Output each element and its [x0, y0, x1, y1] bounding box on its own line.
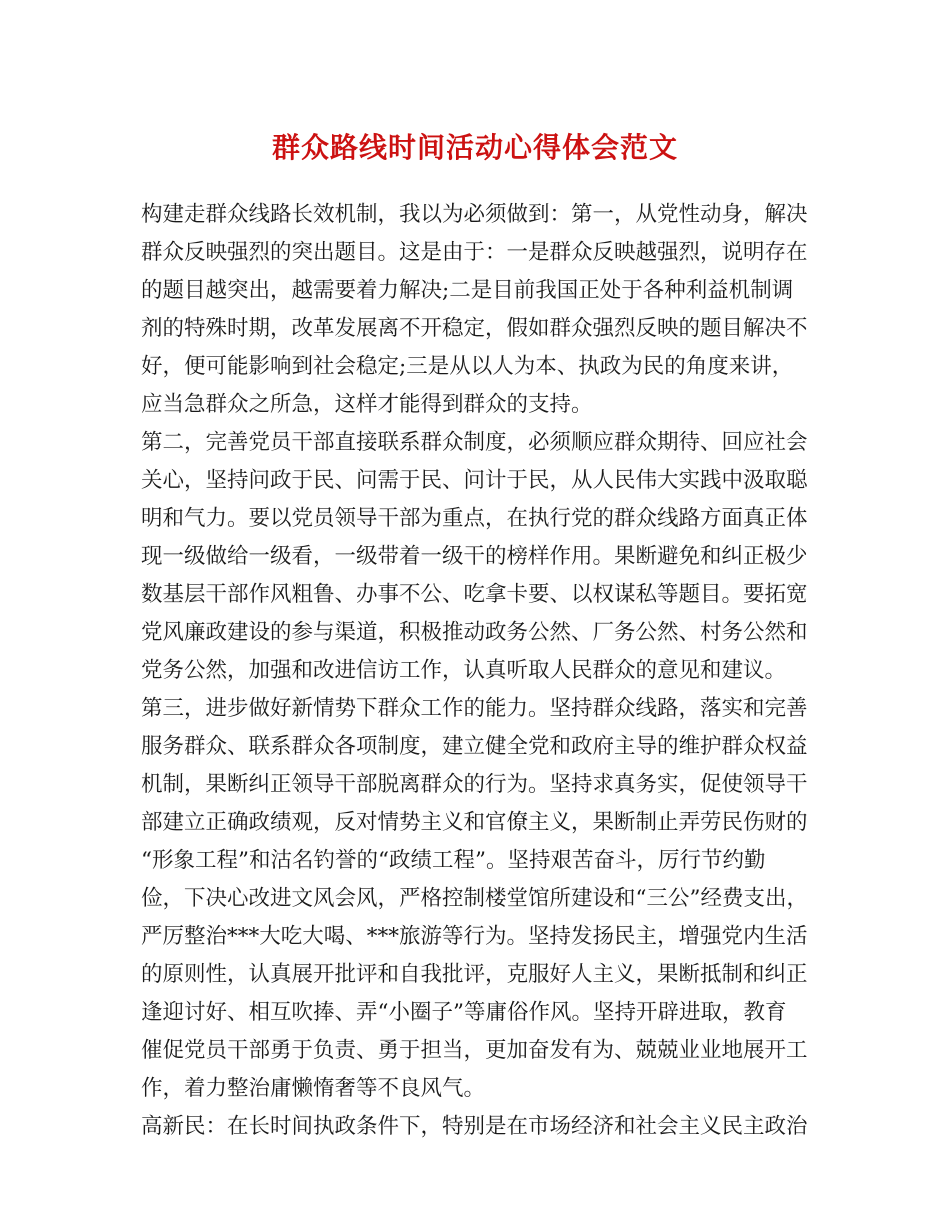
document-body: [141, 196, 821, 1146]
body-line: 第二，完善党员干部直接联系群众制度，必须顺应群众期待、回应社会: [141, 430, 808, 455]
body-line: 高新民：在长时间执政条件下，特别是在市场经济和社会主义民主政治: [141, 1114, 808, 1139]
body-line: 党务公然，加强和改进信访工作，认真听取人民群众的意见和建议。: [141, 658, 787, 683]
body-line: 作，着力整治庸懒惰奢等不良风气。: [141, 1076, 486, 1101]
body-line: 的题目越突出，越需要着力解决;二是目前我国正处于各种利益机制调: [141, 278, 794, 303]
body-line: 数基层干部作风粗鲁、办事不公、吃拿卡要、以权谋私等题目。要拓宽: [141, 582, 808, 607]
body-line: 剂的特殊时期，改革发展离不开稳定，假如群众强烈反映的题目解决不: [141, 316, 808, 341]
body-line: 服务群众、联系群众各项制度，建立健全党和政府主导的维护群众权益: [141, 734, 808, 759]
body-line: “形象工程”和沽名钓誉的“政绩工程”。坚持艰苦奋斗，厉行节约勤: [141, 848, 766, 873]
body-line: 应当急群众之所急，这样才能得到群众的支持。: [141, 392, 593, 417]
body-line: 部建立正确政绩观，反对情势主义和官僚主义，果断制止弄劳民伤财的: [141, 810, 808, 835]
body-line: 明和气力。要以党员领导干部为重点，在执行党的群众线路方面真正体: [141, 506, 808, 531]
body-line: 严厉整治***大吃大喝、***旅游等行为。坚持发扬民主，增强党内生活: [141, 924, 808, 949]
body-line: 党风廉政建设的参与渠道，积极推动政务公然、厂务公然、村务公然和: [141, 620, 808, 645]
body-line: 的原则性，认真展开批评和自我批评，克服好人主义，果断抵制和纠正: [141, 962, 808, 987]
body-line: 第三，进步做好新情势下群众工作的能力。坚持群众线路，落实和完善: [141, 696, 808, 721]
body-line: 群众反映强烈的突出题目。这是由于：一是群众反映越强烈，说明存在: [141, 240, 808, 265]
body-line: 构建走群众线路长效机制，我以为必须做到：第一，从党性动身，解决: [141, 202, 808, 227]
body-line: 关心，坚持问政于民、问需于民、问计于民，从人民伟大实践中汲取聪: [141, 468, 808, 493]
body-line: 俭，下决心改进文风会风，严格控制楼堂馆所建设和“三公”经费支出，: [141, 886, 808, 911]
body-line: 机制，果断纠正领导干部脱离群众的行为。坚持求真务实，促使领导干: [141, 772, 808, 797]
body-line: 催促党员干部勇于负责、勇于担当，更加奋发有为、兢兢业业地展开工: [141, 1038, 808, 1063]
body-line: 逢迎讨好、相互吹捧、弄“小圈子”等庸俗作风。坚持开辟进取，教育: [141, 1000, 787, 1025]
body-line: 好，便可能影响到社会稳定;三是从以人为本、执政为民的角度来讲，: [141, 354, 794, 379]
document-title: 群众路线时间活动心得体会范文: [271, 131, 678, 164]
body-line: 现一级做给一级看，一级带着一级干的榜样作用。果断避免和纠正极少: [141, 544, 808, 569]
